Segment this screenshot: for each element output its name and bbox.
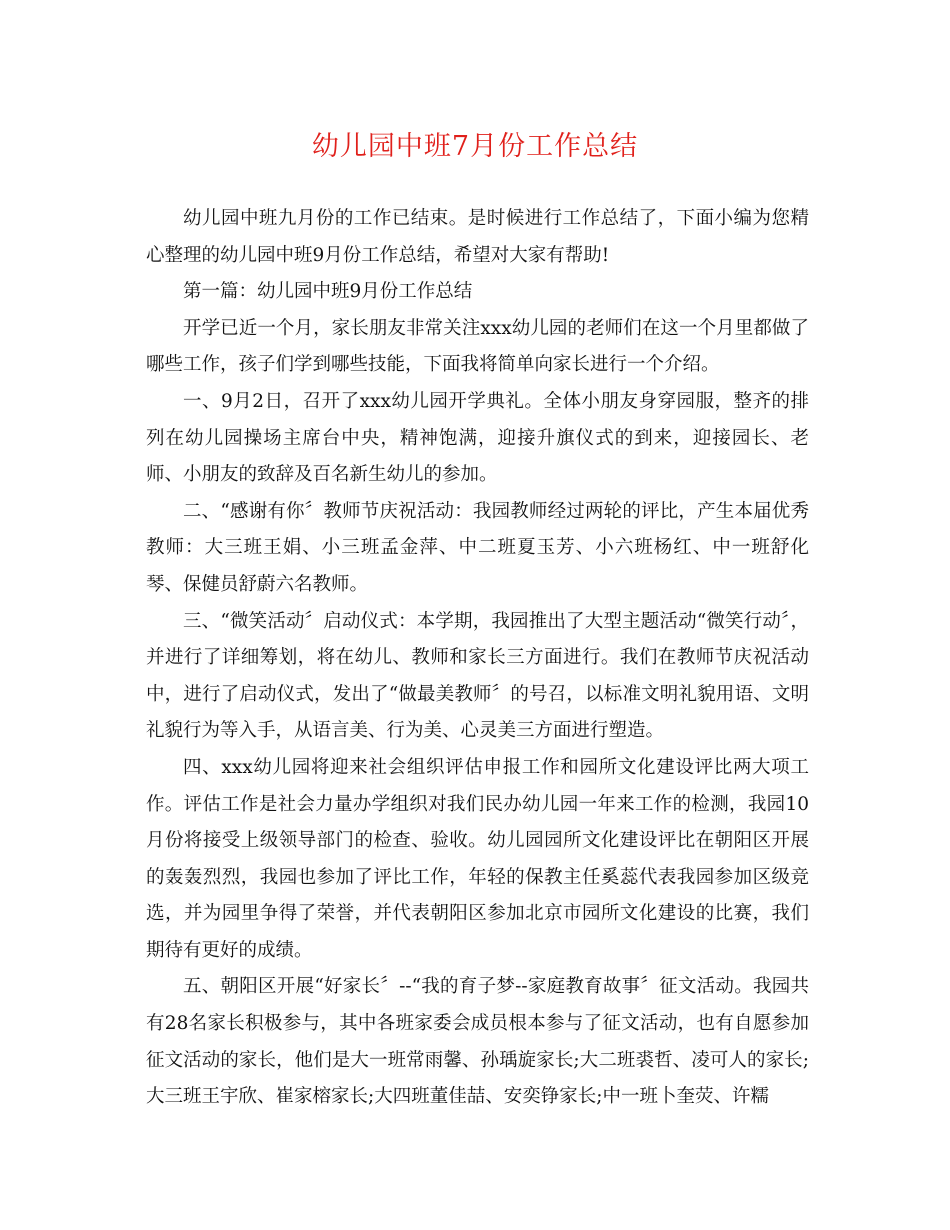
document-body xyxy=(146,201,809,1116)
paragraph-opening: 开学已近一个月，家长朋友非常关注xxx幼儿园的老师们在这一个月里都做了哪些工作，孩子们学到哪些技能，下面我将简单向家长进行一个介绍。 xyxy=(146,317,809,376)
paragraph-item-5: 五、朝阳区开展“好家长〞--“我的育子梦--家庭教育故事〞征文活动。我园共有28名家长积极参与，其中各班家委会成员根本参与了征文活动，也有自愿参加征文活动的家长，他们是大一班常雨馨、孙瑀旋家长;大二班裘哲、凌可人的家长;大三班王宇欣、崔家榕家长;大四班董佳喆、安奕铮家长;中一班卜奎荧、许糯 xyxy=(146,976,809,1108)
paragraph-item-3: 三、“微笑活动〞启动仪式：本学期，我园推出了大型主题活动“微笑行动〞，并进行了详细筹划，将在幼儿、教师和家长三方面进行。我们在教师节庆祝活动中，进行了启动仪式，发出了“做最美教师〞的号召，以标准文明礼貌用语、文明礼貌行为等入手，从语言美、行为美、心灵美三方面进行塑造。 xyxy=(146,610,809,742)
paragraph-item-2: 二、“感谢有你〞教师节庆祝活动：我园教师经过两轮的评比，产生本届优秀教师：大三班王娟、小三班孟金萍、中二班夏玉芳、小六班杨红、中一班舒化琴、保健员舒蔚六名教师。 xyxy=(146,500,809,595)
paragraph-intro: 幼儿园中班九月份的工作已结束。是时候进行工作总结了，下面小编为您精心整理的幼儿园中班9月份工作总结，希望对大家有帮助! xyxy=(146,208,809,266)
paragraph-section-heading: 第一篇：幼儿园中班9月份工作总结 xyxy=(183,281,473,303)
paragraph-item-4: 四、xxx幼儿园将迎来社会组织评估申报工作和园所文化建设评比两大项工作。评估工作是社会力量办学组织对我们民办幼儿园一年来工作的检测，我园10月份将接受上级领导部门的检查、验收。幼儿园园所文化建设评比在朝阳区开展的轰轰烈烈，我园也参加了评比工作，年轻的保教主任奚蕊代表我园参加区级竞选，并为园里争得了荣誉，并代表朝阳区参加北京市园所文化建设的比赛，我们期待有更好的成绩。 xyxy=(146,756,809,961)
paragraph-item-1: 一、9月2日，召开了xxx幼儿园开学典礼。全体小朋友身穿园服，整齐的排列在幼儿园操场主席台中央，精神饱满，迎接升旗仪式的到来，迎接园长、老师、小朋友的致辞及百名新生幼儿的参加。 xyxy=(146,390,809,486)
document-title: 幼儿园中班7月份工作总结 xyxy=(311,131,639,162)
